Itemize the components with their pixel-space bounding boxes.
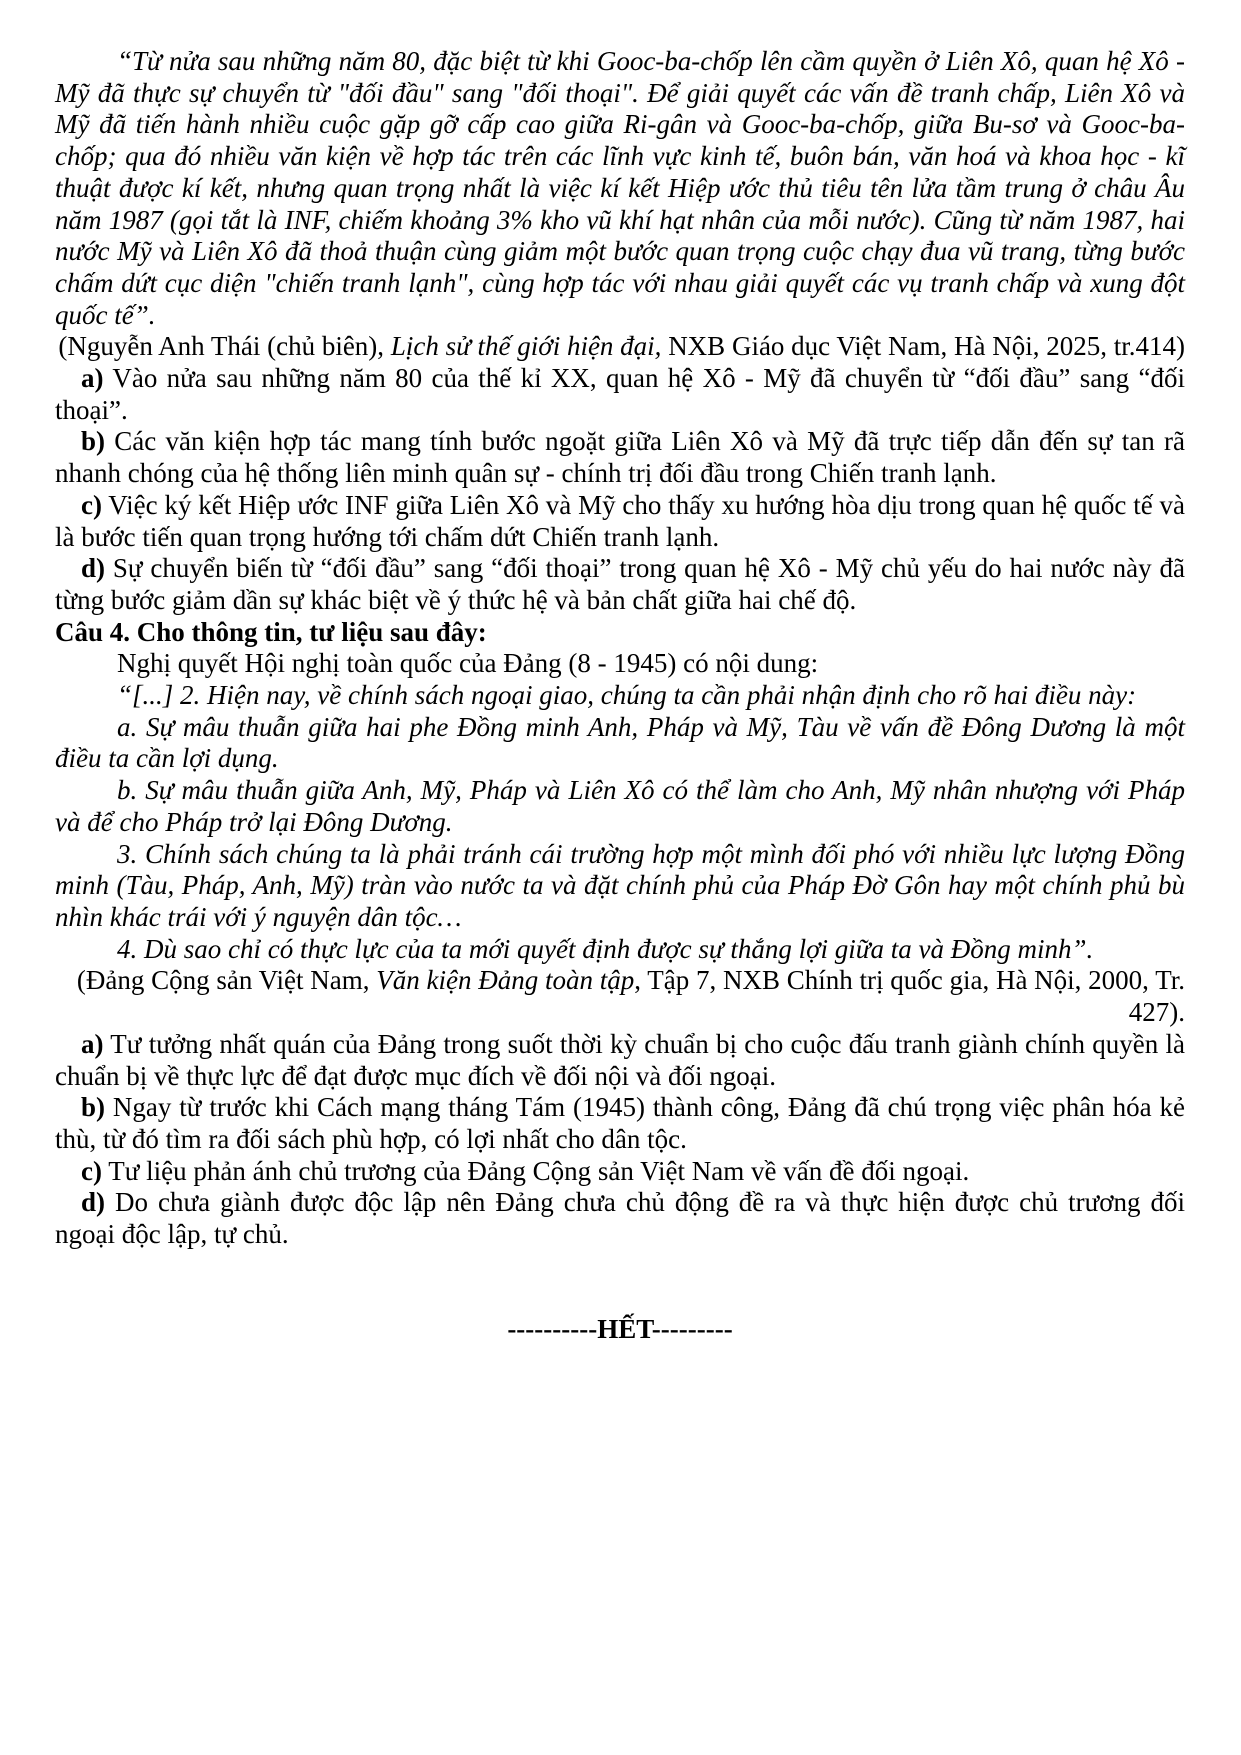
q3-option-d-text: Sự chuyển biến từ “đối đầu” sang “đối thoại” trong quan hệ Xô - Mỹ chủ yếu do hai nước này đã từng bước giảm dần sự khác biệt về ý thức hệ và bản chất giữa hai chế độ. xyxy=(55,553,1185,615)
q4-quote-line-5: 4. Dù sao chỉ có thực lực của ta mới quyết định được sự thắng lợi giữa ta và Đồng minh”. xyxy=(117,933,1094,964)
q4-citation-post: , Tập 7, NXB Chính trị quốc gia, Hà Nội, 2000, Tr. 427). xyxy=(634,965,1185,1028)
q3-citation-post: NXB Giáo dục Việt Nam, Hà Nội, 2025, tr.414) xyxy=(661,331,1185,362)
q3-citation-pre: (Nguyễn Anh Thái (chủ biên), xyxy=(58,331,391,362)
q4-option-c xyxy=(55,1156,1185,1188)
end-marker: ----------HẾT--------- xyxy=(507,1313,733,1344)
q4-quote-line-4: 3. Chính sách chúng ta là phải tránh cái trường hợp một mình đối phó với nhiều lực lượng Đồng minh (Tàu, Pháp, Anh, Mỹ) tràn vào nước ta và đặt chính phủ của Pháp Đờ Gôn hay một chính phủ bù nhìn khác trái với ý nguyện dân tộc… xyxy=(55,838,1185,932)
q4-intro: Nghị quyết Hội nghị toàn quốc của Đảng (8 - 1945) có nội dung: xyxy=(117,648,819,679)
q4-option-b xyxy=(55,1092,1185,1155)
q3-quote-paragraph: “Từ nửa sau những năm 80, đặc biệt từ khi Gooc-ba-chốp lên cầm quyền ở Liên Xô, quan hệ Xô - Mỹ đã thực sự chuyển từ "đối đầu" sang "đối thoại". Để giải quyết các vấn đề tranh chấp, Liên Xô và Mỹ đã tiến hành nhiều cuộc gặp gỡ cấp cao giữa Ri-gân và Gooc-ba-chốp, giữa Bu-sơ và Gooc-ba-chốp; qua đó nhiều văn kiện về hợp tác trên các lĩnh vực kinh tế, buôn bán, văn hoá và khoa học - kĩ thuật được kí kết, nhưng quan trọng nhất là việc kí kết Hiệp ước thủ tiêu tên lửa tầm trung ở châu Âu năm 1987 (gọi tắt là INF, chiếm khoảng 3% kho vũ khí hạt nhân của mỗi nước). Cũng từ năm 1987, hai nước Mỹ và Liên Xô đã thoả thuận cùng giảm một bước quan trọng cuộc chạy đua vũ trang, từng bước chấm dứt cục diện "chiến tranh lạnh", cùng hợp tác với nhau giải quyết các vụ tranh chấp và xung đột quốc tế”. xyxy=(55,46,1185,330)
q3-option-d-label: d) xyxy=(81,553,106,584)
q3-option-a-label: a) xyxy=(81,363,104,394)
q4-option-b-label: b) xyxy=(81,1092,106,1123)
q3-option-b-label: b) xyxy=(81,426,106,457)
q3-option-d xyxy=(55,553,1185,616)
q4-option-b-text: Ngay từ trước khi Cách mạng tháng Tám (1945) thành công, Đảng đã chú trọng việc phân hóa kẻ thù, từ đó tìm ra đối sách phù hợp, có lợi nhất cho dân tộc. xyxy=(55,1092,1186,1154)
q4-citation-book-title: Văn kiện Đảng toàn tập xyxy=(376,965,635,996)
q3-citation xyxy=(55,331,1185,363)
q4-option-d-text: Do chưa giành được độc lập nên Đảng chưa chủ động đề ra và thực hiện được chủ trương đối ngoại độc lập, tự chủ. xyxy=(55,1187,1185,1250)
q4-option-a xyxy=(55,1029,1185,1092)
q4-quote-line-1: “[...] 2. Hiện nay, về chính sách ngoại giao, chúng ta cần phải nhận định cho rõ hai điều này: xyxy=(117,680,1137,711)
q4-option-d xyxy=(55,1187,1185,1250)
q3-citation-book-title: Lịch sử thế giới hiện đại, xyxy=(390,331,662,362)
q3-option-c-text: Việc ký kết Hiệp ước INF giữa Liên Xô và Mỹ cho thấy xu hướng hòa dịu trong quan hệ quốc tế và là bước tiến quan trọng hướng tới chấm dứt Chiến tranh lạnh. xyxy=(55,489,1185,552)
q3-option-a xyxy=(55,363,1185,426)
q4-option-a-text: Tư tưởng nhất quán của Đảng trong suốt thời kỳ chuẩn bị cho cuộc đấu tranh giành chính quyền là chuẩn bị về thực lực để đạt được mục đích về đối nội và đối ngoại. xyxy=(55,1028,1186,1091)
q3-option-b xyxy=(55,426,1185,489)
q4-option-c-label: c) xyxy=(81,1155,102,1186)
q4-option-c-text: Tư liệu phản ánh chủ trương của Đảng Cộng sản Việt Nam về vấn đề đối ngoại. xyxy=(108,1155,970,1186)
q4-citation xyxy=(55,965,1185,1028)
q4-heading: Câu 4. Cho thông tin, tư liệu sau đây: xyxy=(55,616,487,647)
q4-quote-line-3: b. Sự mâu thuẫn giữa Anh, Mỹ, Pháp và Liên Xô có thể làm cho Anh, Mỹ nhân nhượng với Pháp và để cho Pháp trở lại Đông Dương. xyxy=(55,775,1185,837)
q3-option-b-text: Các văn kiện hợp tác mang tính bước ngoặt giữa Liên Xô và Mỹ đã trực tiếp dẫn đến sự tan rã nhanh chóng của hệ thống liên minh quân sự - chính trị đối đầu trong Chiến tranh lạnh. xyxy=(55,426,1185,489)
document-content xyxy=(55,46,1185,1345)
q4-citation-pre: (Đảng Cộng sản Việt Nam, xyxy=(76,965,377,996)
q4-option-a-label: a) xyxy=(81,1028,104,1059)
q4-quote-line-2: a. Sự mâu thuẫn giữa hai phe Đồng minh Anh, Pháp và Mỹ, Tàu về vấn đề Đông Dương là một điều ta cần lợi dụng. xyxy=(55,711,1185,774)
q4-option-d-label: d) xyxy=(81,1187,106,1218)
q3-option-c xyxy=(55,490,1185,553)
q3-option-c-label: c) xyxy=(81,489,102,520)
q3-option-a-text: Vào nửa sau những năm 80 của thế kỉ XX, quan hệ Xô - Mỹ đã chuyển từ “đối đầu” sang “đối thoại”. xyxy=(55,363,1185,425)
